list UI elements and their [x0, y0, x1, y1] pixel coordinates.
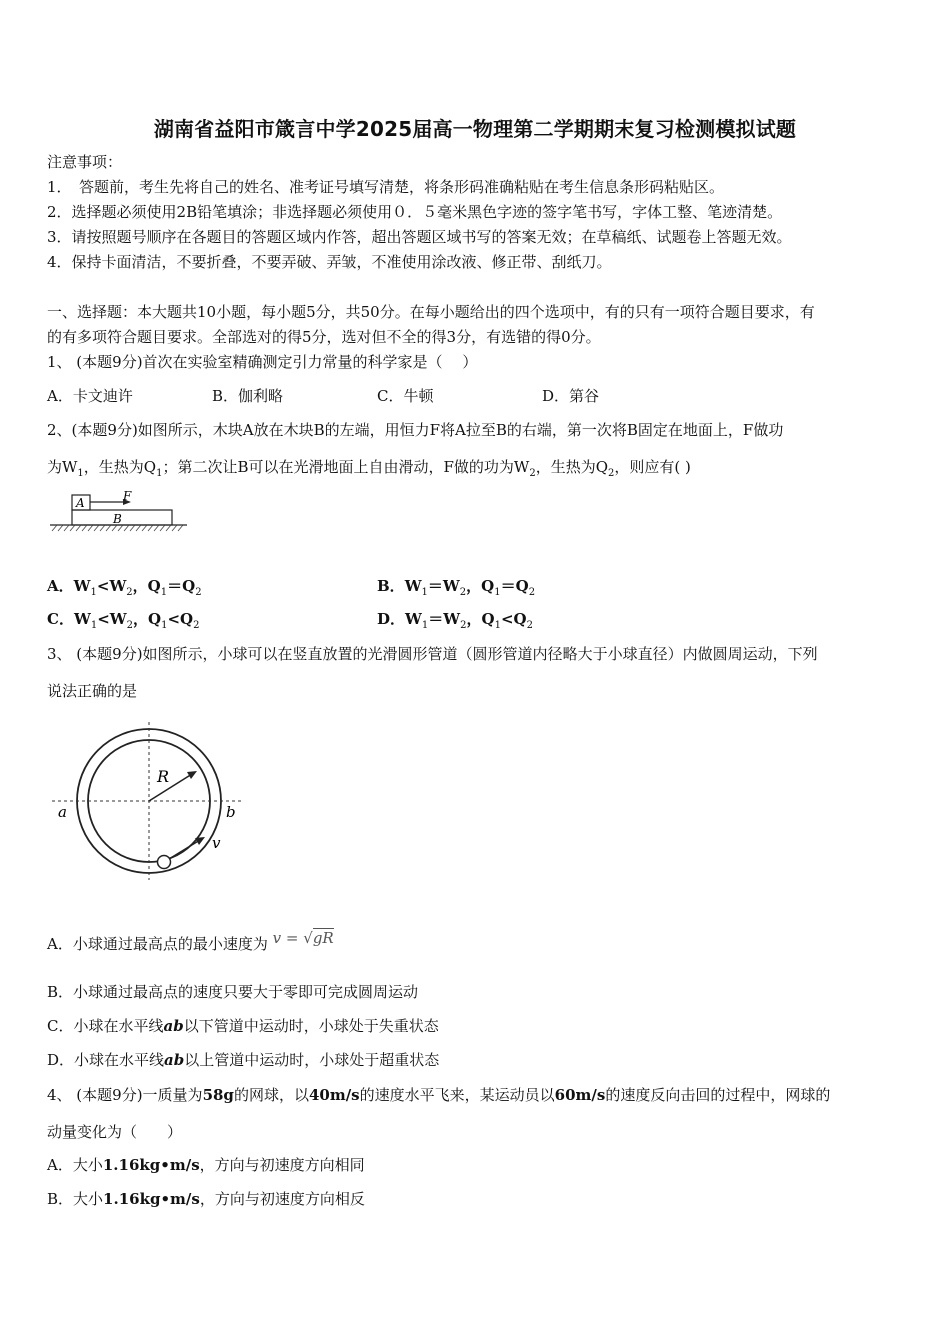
- label-f: F: [123, 490, 132, 503]
- q3-option-b: B．小球通过最高点的速度只要大于零即可完成圆周运动: [47, 983, 419, 1001]
- opt-text: ＝Q: [500, 577, 529, 595]
- opt-sub: 1: [494, 587, 501, 598]
- q4-text: 的网球，以: [233, 1086, 309, 1104]
- q4-v2: 60m/s: [554, 1086, 606, 1104]
- q4-text: 的速度反向击回的过程中，网球的: [605, 1086, 831, 1104]
- opt-text: C．小球在水平线: [47, 1017, 164, 1035]
- formula-eq: =: [285, 929, 299, 947]
- opt-text: W: [404, 577, 422, 595]
- label-a: a: [58, 803, 67, 821]
- note-item-2: 2．选择题必须使用2B铅笔填涂；非选择题必须使用０．５毫米黑色字迹的签字笔书写，字体工整、笔迹清楚。: [47, 203, 783, 221]
- q2-block-figure: [47, 490, 192, 535]
- opt-sub: 1: [161, 620, 168, 631]
- opt-text: D．小球在水平线: [47, 1051, 165, 1069]
- label-v: v: [212, 834, 221, 852]
- q1-option-b: B．伽利略: [212, 387, 284, 405]
- formula-v-sqrt-gr: [273, 929, 334, 947]
- opt-text: W: [405, 610, 422, 628]
- opt-sub: 2: [126, 587, 133, 598]
- label-r: R: [157, 767, 170, 786]
- radius-arrow: [149, 774, 192, 801]
- opt-text: <Q: [167, 610, 194, 628]
- q4-text: 的速度水平飞来，某运动员以: [359, 1086, 555, 1104]
- opt-sub: 1: [90, 587, 97, 598]
- opt-text: 以上管道中运动时，小球处于超重状态: [184, 1051, 440, 1069]
- opt-label: D．: [377, 610, 406, 628]
- q1-option-c: C．牛顿: [377, 387, 434, 405]
- section-intro-line-1: 一、选择题：本大题共10小题，每小题5分，共50分。在每小题给出的四个选项中，有的只有一项符合题目要求，有: [47, 303, 815, 321]
- q3-option-c: [47, 1016, 439, 1036]
- opt-text: 以下管道中运动时，小球处于失重状态: [183, 1017, 439, 1035]
- label-b: B: [113, 512, 122, 526]
- opt-sub: 1: [421, 587, 428, 598]
- opt-value: 1.16kg•m/s: [102, 1156, 200, 1174]
- opt-text: ＝Q: [167, 577, 196, 595]
- note-item-4: 4．保持卡面清洁，不要折叠，不要弄破、弄皱，不准使用涂改液、修正带、刮纸刀。: [47, 253, 612, 271]
- q3-circular-tube-figure: [52, 722, 242, 882]
- opt-sub: 1: [494, 620, 501, 631]
- opt-text: W: [73, 610, 91, 628]
- q2-option-c: [47, 609, 199, 636]
- q2-stem-line-2: [47, 457, 691, 484]
- opt-text: W: [73, 577, 91, 595]
- q2-option-b: [377, 576, 535, 603]
- q1-option-a: A．卡文迪许: [47, 387, 133, 405]
- q1-stem: 1、 (本题9分)首次在实验室精确测定引力常量的科学家是（ ）: [47, 353, 478, 371]
- opt-sub: 2: [526, 620, 533, 631]
- block-b: [72, 510, 172, 525]
- note-item-3: 3．请按照题号顺序在各题目的答题区域内作答，超出答题区域书写的答案无效；在草稿纸、试题卷上答题无效。: [47, 228, 792, 246]
- note-item-1: 1． 答题前，考生先将自己的姓名、准考证号填写清楚，将条形码准确粘贴在考生信息条形码粘贴区。: [47, 178, 725, 196]
- q4-mass: 58g: [202, 1086, 234, 1104]
- opt-label: C．: [47, 610, 74, 628]
- q2-sub: 1: [156, 468, 163, 479]
- opt-label: B．: [377, 577, 405, 595]
- velocity-arrow-head: [195, 837, 205, 845]
- opt-ab: ab: [163, 1017, 184, 1035]
- q4-v1: 40m/s: [308, 1086, 360, 1104]
- opt-sub: 2: [126, 620, 133, 631]
- q2-text: ，生热为Q: [83, 458, 157, 476]
- q3-stem-line-2: 说法正确的是: [47, 682, 138, 700]
- q2-text: 为W: [47, 458, 78, 476]
- opt-text: ，方向与初速度方向相同: [199, 1156, 365, 1174]
- opt-text: ，Q: [132, 610, 162, 628]
- q2-text: ，则应有( ): [614, 458, 691, 476]
- q4-stem-line-2: 动量变化为（ ）: [47, 1123, 183, 1141]
- label-b: b: [226, 803, 236, 821]
- q2-option-d: [377, 609, 533, 636]
- formula-v: v: [272, 929, 282, 947]
- q2-option-a: [47, 576, 202, 603]
- opt-sub: 1: [90, 620, 98, 631]
- q1-option-d: D．第谷: [542, 387, 600, 405]
- opt-sub: 2: [195, 587, 202, 598]
- q3-option-d: [47, 1050, 439, 1070]
- opt-text: ，Q: [132, 577, 161, 595]
- opt-sub: 2: [193, 620, 200, 631]
- opt-text: B．大小: [47, 1190, 104, 1208]
- opt-sub: 2: [528, 587, 536, 598]
- opt-ab: ab: [164, 1051, 185, 1069]
- q2-sub: 2: [608, 468, 615, 479]
- opt-text: ＝W: [428, 610, 461, 628]
- opt-value: 1.16kg•m/s: [103, 1190, 200, 1208]
- sqrt-icon: √: [303, 929, 313, 947]
- opt-sub: 1: [421, 620, 429, 631]
- q4-stem-line-1: [47, 1085, 830, 1105]
- opt-text: <W: [96, 577, 127, 595]
- q3-option-a: [47, 929, 334, 954]
- q3-stem-line-1: 3、 (本题9分)如图所示，小球可以在竖直放置的光滑圆形管道（圆形管道内径略大于小球直径）内做圆周运动，下列: [47, 645, 818, 663]
- opt-text: ，方向与初速度方向相反: [199, 1190, 365, 1208]
- q4-option-b: [47, 1189, 365, 1209]
- opt-text: ，Q: [466, 610, 495, 628]
- opt-text: A．小球通过最高点的最小速度为: [47, 935, 268, 953]
- q2-text: ，生热为Q: [535, 458, 609, 476]
- q2-stem-line-1: 2、(本题9分)如图所示，木块A放在木块B的左端，用恒力F将A拉至B的右端，第一次将B固定在地面上，F做功: [47, 421, 784, 439]
- opt-sub: 2: [460, 620, 467, 631]
- opt-text: <Q: [500, 610, 527, 628]
- opt-label: A．: [47, 577, 74, 595]
- opt-text: ，Q: [466, 577, 495, 595]
- opt-text: ＝W: [427, 577, 460, 595]
- opt-text: <W: [97, 610, 127, 628]
- q2-sub: 2: [529, 468, 536, 479]
- opt-text: A．大小: [47, 1156, 103, 1174]
- q4-text: 4、 (本题9分)一质量为: [47, 1086, 203, 1104]
- q2-sub: 1: [77, 468, 84, 479]
- page-title: 湖南省益阳市箴言中学2025届高一物理第二学期期末复习检测模拟试题: [153, 117, 797, 141]
- q4-option-a: [47, 1155, 365, 1175]
- label-a: A: [76, 496, 85, 510]
- formula-gr: gR: [312, 929, 334, 947]
- ball: [158, 856, 171, 869]
- radius-arrow-head: [187, 771, 197, 779]
- section-intro-line-2: 的有多项符合题目要求。全部选对的得5分，选对但不全的得3分，有选错的得0分。: [47, 328, 601, 346]
- q2-text: ；第二次让B可以在光滑地面上自由滑动，F做的功为W: [162, 458, 530, 476]
- opt-sub: 1: [160, 587, 168, 598]
- opt-sub: 2: [459, 587, 467, 598]
- notes-heading: 注意事项：: [47, 153, 123, 171]
